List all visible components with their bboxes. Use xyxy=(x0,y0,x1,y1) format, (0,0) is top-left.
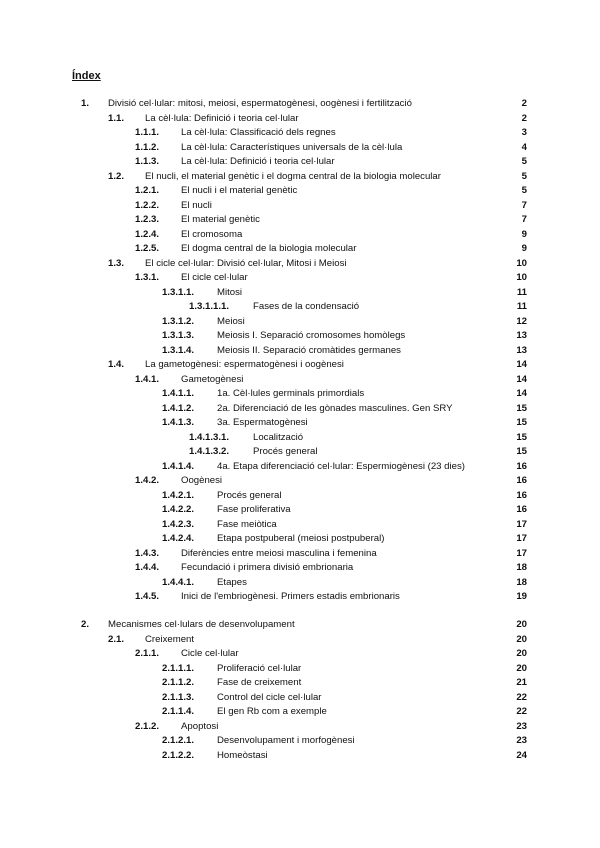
toc-entry-page: 23 xyxy=(516,735,527,746)
toc-entry[interactable] xyxy=(0,300,600,315)
toc-entry[interactable] xyxy=(0,676,600,691)
toc-entry-page: 14 xyxy=(516,388,527,399)
toc-entry-number: 1.2.1. xyxy=(135,185,160,196)
toc-entry-title[interactable]: 3a. Espermatogènesi xyxy=(217,417,308,428)
toc-entry[interactable] xyxy=(0,547,600,562)
toc-entry-title[interactable]: 4a. Etapa diferenciació cel·lular: Espermiogènesi (23 dies) xyxy=(217,460,465,472)
toc-entry[interactable] xyxy=(0,112,600,127)
toc-entry-number: 1.2. xyxy=(108,170,125,182)
toc-entry[interactable] xyxy=(0,749,600,764)
toc-entry-page: 15 xyxy=(516,446,527,457)
toc-entry-page: 13 xyxy=(516,344,527,356)
toc-entry[interactable] xyxy=(0,155,600,170)
toc-entry[interactable] xyxy=(0,734,600,749)
toc-entry-title[interactable]: Apoptosi xyxy=(181,720,219,732)
toc-entry-number: 1.3.1.2. xyxy=(162,315,195,327)
toc-entry[interactable] xyxy=(0,618,600,633)
toc-entry-number: 1.3.1. xyxy=(135,272,160,283)
toc-entry[interactable] xyxy=(0,170,600,185)
toc-entry-page: 3 xyxy=(521,127,527,138)
toc-entry-page: 9 xyxy=(521,243,527,254)
toc-entry[interactable] xyxy=(0,387,600,402)
toc-entry-title[interactable]: Oogènesi xyxy=(181,475,223,486)
toc-entry-number: 1.4.2. xyxy=(135,475,160,486)
toc-entry-page: 11 xyxy=(516,301,527,312)
toc-entry-title[interactable]: La gametogènesi: espermatogènesi i oogènesi xyxy=(145,359,344,370)
toc-entry[interactable] xyxy=(0,489,600,504)
toc-entry-title[interactable]: Procés general xyxy=(217,489,282,501)
toc-entry-number: 1.3.1.3. xyxy=(162,330,195,341)
toc-entry-title[interactable]: Meiosi xyxy=(217,315,245,327)
toc-entry-page: 17 xyxy=(516,518,527,530)
toc-entry-number: 1.3.1.1.1. xyxy=(189,301,230,312)
toc-title: Índex xyxy=(72,70,101,82)
toc-entry-page: 22 xyxy=(516,691,527,703)
toc-entry-page: 9 xyxy=(521,228,527,240)
toc-entry[interactable] xyxy=(0,431,600,446)
toc-entry-title[interactable]: Divisió cel·lular: mitosi, meiosi, espermatogènesi, oogènesi i fertilització xyxy=(108,98,412,109)
toc-entry-title[interactable]: Etapes xyxy=(217,576,247,588)
toc-entry-number: 1.4.2.3. xyxy=(162,518,195,530)
toc-entry-title[interactable]: El material genètic xyxy=(181,214,260,225)
toc-entry-number: 1.3.1.4. xyxy=(162,344,195,356)
toc-entry-title[interactable]: 2a. Diferenciació de les gònades masculines. Gen SRY xyxy=(217,402,453,414)
toc-entry[interactable] xyxy=(0,271,600,286)
toc-entry[interactable] xyxy=(0,662,600,677)
toc-entry-page: 12 xyxy=(516,315,527,327)
toc-entry-number: 1.2.2. xyxy=(135,199,160,211)
toc-entry-number: 2.1.2. xyxy=(135,720,160,732)
toc-entry-number: 1.2.3. xyxy=(135,214,160,225)
toc-entry-number: 1.4.1.4. xyxy=(162,460,195,472)
toc-entry-title[interactable]: El cicle cel·lular xyxy=(181,272,248,283)
toc-entry-number: 1.4.4.1. xyxy=(162,576,195,588)
toc-entry-page: 2 xyxy=(521,112,527,124)
toc-entry-number: 1.4.4. xyxy=(135,562,160,573)
toc-entry-page: 19 xyxy=(516,591,527,602)
toc-entry-page: 20 xyxy=(516,648,527,659)
toc-entry-number: 1.1. xyxy=(108,112,125,124)
toc-entry-page: 24 xyxy=(516,749,527,761)
toc-entry-title[interactable]: Fase proliferativa xyxy=(217,504,291,515)
toc-entry-page: 15 xyxy=(516,431,527,443)
toc-entry[interactable] xyxy=(0,184,600,199)
toc-entry[interactable] xyxy=(0,720,600,735)
toc-entry-number: 2.1.1.1. xyxy=(162,662,195,674)
toc-entry-number: 2.1.1. xyxy=(135,648,160,659)
toc-entry-page: 16 xyxy=(516,460,527,472)
toc-entry-title[interactable]: 1a. Cèl·lules germinals primordials xyxy=(217,388,365,399)
toc-entry-number: 2.1.1.2. xyxy=(162,677,195,688)
toc-entry-number: 1.1.1. xyxy=(135,127,160,138)
toc-entry[interactable] xyxy=(0,503,600,518)
table-of-contents xyxy=(0,97,600,763)
toc-entry-title[interactable]: Fases de la condensació xyxy=(253,301,360,312)
toc-entry[interactable] xyxy=(0,213,600,228)
toc-entry[interactable] xyxy=(0,141,600,156)
toc-entry[interactable] xyxy=(0,518,600,533)
toc-entry[interactable] xyxy=(0,199,600,214)
toc-entry-number: 1. xyxy=(81,98,90,109)
toc-entry-page: 16 xyxy=(516,475,527,486)
toc-entry[interactable] xyxy=(0,633,600,648)
toc-entry-title[interactable]: Etapa postpuberal (meiosi postpuberal) xyxy=(217,533,385,544)
toc-entry-page: 22 xyxy=(516,706,527,717)
toc-entry[interactable] xyxy=(0,257,600,272)
toc-entry-page: 7 xyxy=(521,214,527,225)
toc-entry-number: 1.4. xyxy=(108,359,125,370)
toc-entry-number: 2.1.2.2. xyxy=(162,749,195,761)
toc-entry[interactable] xyxy=(0,416,600,431)
toc-entry-number: 1.1.2. xyxy=(135,141,160,153)
toc-entry[interactable] xyxy=(0,97,600,112)
toc-entry-title[interactable]: El dogma central de la biologia molecular xyxy=(181,243,357,254)
toc-entry-title[interactable]: La cèl·lula: Característiques universals de la cèl·lula xyxy=(181,141,403,153)
toc-entry-number: 1.4.1.3.1. xyxy=(189,431,230,443)
toc-entry-number: 1.2.4. xyxy=(135,228,160,240)
toc-entry-page: 14 xyxy=(516,359,527,370)
toc-entry-page: 10 xyxy=(516,257,527,269)
toc-entry-title[interactable]: El gen Rb com a exemple xyxy=(217,706,327,717)
toc-entry-page: 5 xyxy=(521,170,527,182)
toc-entry-page: 15 xyxy=(516,402,527,414)
toc-entry-page: 23 xyxy=(516,720,527,732)
toc-entry-title[interactable]: El nucli xyxy=(181,199,212,211)
toc-entry-title[interactable]: Fecundació i primera divisió embrionaria xyxy=(181,562,354,573)
toc-entry[interactable] xyxy=(0,358,600,373)
toc-entry-title[interactable]: La cèl·lula: Definició i teoria cel·lular xyxy=(145,112,299,124)
toc-entry-title[interactable]: Fase meiòtica xyxy=(217,518,277,530)
toc-entry-page: 17 xyxy=(516,533,527,544)
toc-entry[interactable] xyxy=(0,561,600,576)
toc-entry-number: 1.4.3. xyxy=(135,547,160,559)
toc-entry[interactable] xyxy=(0,576,600,591)
toc-entry-page: 14 xyxy=(516,373,527,385)
toc-entry[interactable] xyxy=(0,315,600,330)
toc-entry-title[interactable]: El nucli, el material genètic i el dogma central de la biologia molecular xyxy=(145,170,441,182)
toc-entry-number: 2.1. xyxy=(108,633,125,645)
toc-entry-title[interactable]: El nucli i el material genètic xyxy=(181,185,298,196)
toc-entry-number: 1.1.3. xyxy=(135,156,160,167)
toc-entry[interactable] xyxy=(0,691,600,706)
toc-entry-number: 2.1.2.1. xyxy=(162,735,195,746)
toc-entry-title[interactable]: Creixement xyxy=(145,633,195,645)
toc-entry-page: 21 xyxy=(516,677,527,688)
toc-entry-page: 11 xyxy=(516,286,527,298)
toc-entry-number: 1.4.1. xyxy=(135,373,160,385)
toc-entry-page: 17 xyxy=(516,547,527,559)
toc-entry-title[interactable]: Desenvolupament i morfogènesi xyxy=(217,735,355,746)
toc-entry-page: 5 xyxy=(521,185,527,196)
toc-entry-page: 5 xyxy=(521,156,527,167)
toc-entry[interactable] xyxy=(0,373,600,388)
toc-entry-title[interactable]: Mecanismes cel·lulars de desenvolupament xyxy=(108,619,295,630)
toc-entry-title[interactable]: Homeòstasi xyxy=(217,749,268,761)
toc-entry-number: 1.3. xyxy=(108,257,125,269)
toc-entry[interactable] xyxy=(0,705,600,720)
toc-entry-title[interactable]: Inici de l'embriogènesi. Primers estadis embrionaris xyxy=(181,591,400,602)
toc-entry-title[interactable]: Meiosis II. Separació cromàtides germanes xyxy=(217,344,401,356)
toc-entry[interactable] xyxy=(0,242,600,257)
toc-entry-title[interactable]: Mitosi xyxy=(217,286,243,298)
toc-entry[interactable] xyxy=(0,402,600,417)
toc-entry-page: 20 xyxy=(516,662,527,674)
toc-entry-number: 2.1.1.4. xyxy=(162,706,195,717)
toc-entry-title[interactable]: El cicle cel·lular: Divisió cel·lular, Mitosi i Meiosi xyxy=(145,257,347,269)
toc-entry[interactable] xyxy=(0,474,600,489)
toc-entry-page: 4 xyxy=(521,141,527,153)
toc-entry-number: 1.4.5. xyxy=(135,591,160,602)
toc-entry-page: 15 xyxy=(516,417,527,428)
toc-entry-title[interactable]: Meiosis I. Separació cromosomes homòlegs xyxy=(217,330,406,341)
toc-entry-page: 10 xyxy=(516,272,527,283)
toc-entry-page: 20 xyxy=(516,633,527,645)
toc-entry-title[interactable]: El cromosoma xyxy=(181,228,243,240)
toc-entry[interactable] xyxy=(0,590,600,605)
toc-entry[interactable] xyxy=(0,126,600,141)
toc-entry-number: 1.4.2.4. xyxy=(162,533,195,544)
toc-entry-title[interactable]: Proliferació cel·lular xyxy=(217,662,302,674)
toc-entry-page: 20 xyxy=(516,619,527,630)
toc-entry-number: 1.4.1.3. xyxy=(162,417,195,428)
toc-entry-page: 18 xyxy=(516,562,527,573)
toc-entry[interactable] xyxy=(0,445,600,460)
toc-entry-page: 2 xyxy=(521,98,527,109)
toc-entry-title[interactable]: Fase de creixement xyxy=(217,677,302,688)
toc-entry-number: 1.3.1.1. xyxy=(162,286,195,298)
toc-entry-number: 1.4.2.1. xyxy=(162,489,195,501)
toc-entry-title[interactable]: Gametogènesi xyxy=(181,373,244,385)
toc-entry-title[interactable]: Localització xyxy=(253,431,304,443)
toc-entry[interactable] xyxy=(0,228,600,243)
toc-entry-number: 1.2.5. xyxy=(135,243,160,254)
toc-entry[interactable] xyxy=(0,647,600,662)
toc-entry-number: 1.4.2.2. xyxy=(162,504,195,515)
toc-entry-number: 1.4.1.3.2. xyxy=(189,446,230,457)
toc-entry-page: 7 xyxy=(521,199,527,211)
toc-entry[interactable] xyxy=(0,286,600,301)
toc-entry-page: 16 xyxy=(516,489,527,501)
toc-entry[interactable] xyxy=(0,344,600,359)
toc-entry-number: 2.1.1.3. xyxy=(162,691,195,703)
toc-entry-title[interactable]: Cicle cel·lular xyxy=(181,648,239,659)
toc-entry-title[interactable]: La cèl·lula: Definició i teoria cel·lular xyxy=(181,156,335,167)
toc-entry-title[interactable]: Control del cicle cel·lular xyxy=(217,691,322,703)
toc-entry-number: 1.4.1.2. xyxy=(162,402,195,414)
toc-entry-page: 13 xyxy=(516,330,527,341)
toc-entry[interactable] xyxy=(0,460,600,475)
toc-entry-title[interactable]: La cèl·lula: Classificació dels regnes xyxy=(181,127,336,138)
toc-entry-title[interactable]: Procés general xyxy=(253,446,318,457)
toc-entry[interactable] xyxy=(0,532,600,547)
toc-entry-page: 16 xyxy=(516,504,527,515)
toc-entry-page: 18 xyxy=(516,576,527,588)
toc-entry-number: 2. xyxy=(81,619,90,630)
toc-entry[interactable] xyxy=(0,329,600,344)
toc-entry-title[interactable]: Diferències entre meiosi masculina i femenina xyxy=(181,547,377,559)
toc-entry-number: 1.4.1.1. xyxy=(162,388,195,399)
